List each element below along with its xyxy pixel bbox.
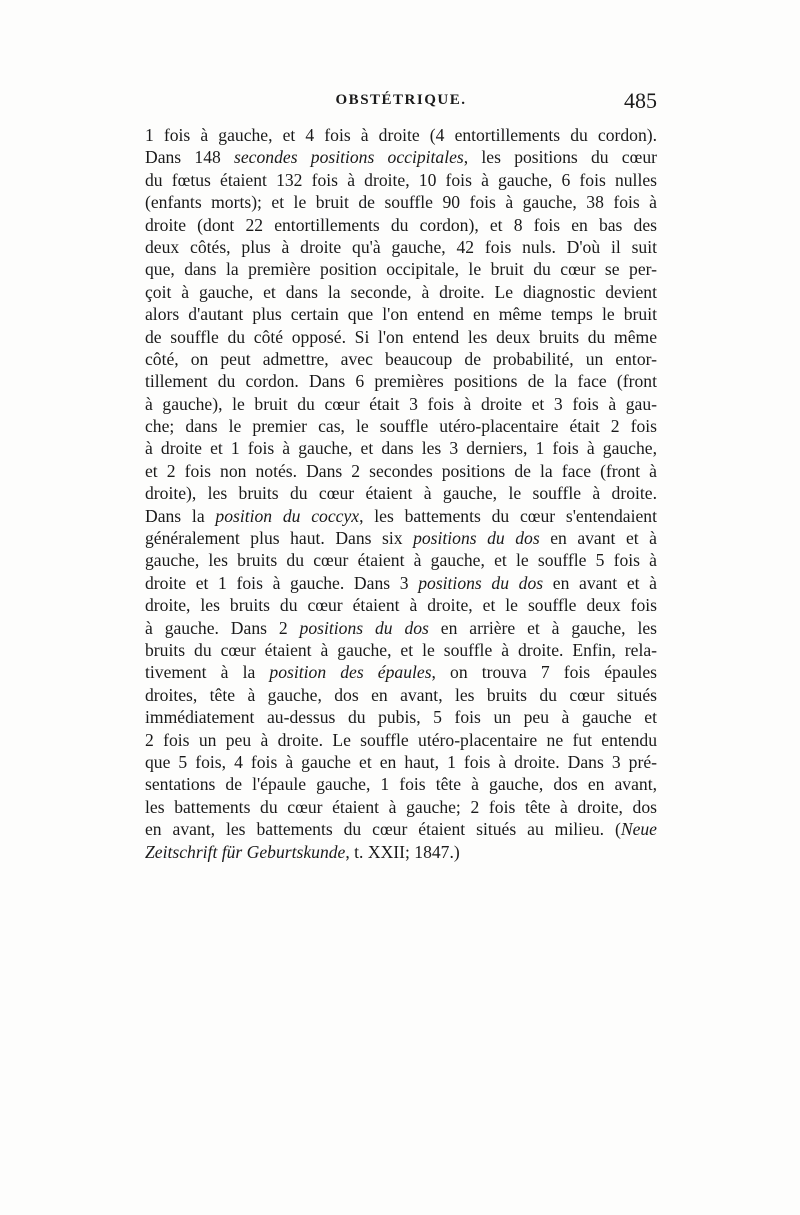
text-line: droite et 1 fois à gauche. Dans 3 positions du dos en avant et à	[145, 572, 657, 593]
text-line: deux côtés, plus à droite qu'à gauche, 42 fois nuls. D'où il suit	[145, 236, 657, 257]
text-line: côté, on peut admettre, avec beaucoup de probabilité, un entor-	[145, 348, 657, 369]
text-line: Zeitschrift für Geburtskunde, t. XXII; 1847.)	[145, 841, 460, 862]
text-line: che; dans le premier cas, le souffle utéro-placentaire était 2 fois	[145, 416, 657, 437]
text-line: çoit à gauche, et dans la seconde, à droite. Le diagnostic devient	[145, 281, 657, 302]
text-line: bruits du cœur étaient à gauche, et le souffle à droite. Enfin, rela-	[145, 639, 657, 660]
text-line: Dans la position du coccyx, les battements du cœur s'entendaient	[145, 505, 657, 526]
text-line: droite (dont 22 entortillements du cordon), et 8 fois en bas des	[145, 214, 657, 235]
text-line: tivement à la position des épaules, on trouva 7 fois épaules	[145, 662, 657, 683]
text-line: 2 fois un peu à droite. Le souffle utéro-placentaire ne fut entendu	[145, 729, 657, 750]
text-line: droite), les bruits du cœur étaient à gauche, le souffle à droite.	[145, 483, 657, 504]
text-line: que 5 fois, 4 fois à gauche et en haut, 1 fois à droite. Dans 3 pré-	[145, 751, 657, 772]
page-number: 485	[624, 88, 657, 113]
text-line: et 2 fois non notés. Dans 2 secondes positions de la face (front à	[145, 460, 657, 481]
text-line: à droite et 1 fois à gauche, et dans les 3 derniers, 1 fois à gauche,	[145, 438, 657, 459]
text-line: à gauche), le bruit du cœur était 3 fois à droite et 3 fois à gau-	[145, 393, 657, 414]
text-line: droites, tête à gauche, dos en avant, les bruits du cœur situés	[145, 684, 657, 705]
text-line: du fœtus étaient 132 fois à droite, 10 fois à gauche, 6 fois nulles	[145, 169, 657, 190]
text-line: sentations de l'épaule gauche, 1 fois tête à gauche, dos en avant,	[145, 774, 657, 795]
text-line: immédiatement au-dessus du pubis, 5 fois un peu à gauche et	[145, 707, 657, 728]
text-line: gauche, les bruits du cœur étaient à gauche, et le souffle 5 fois à	[145, 550, 657, 571]
text-line: 1 fois à gauche, et 4 fois à droite (4 entortillements du cordon).	[145, 125, 657, 145]
running-head	[145, 88, 657, 120]
text-line: en avant, les battements du cœur étaient situés au milieu. (Neue	[145, 819, 657, 840]
text-line: de souffle du côté opposé. Si l'on entend les deux bruits du même	[145, 326, 657, 347]
text-line: les battements du cœur étaient à gauche; 2 fois tête à droite, dos	[145, 796, 657, 817]
text-line: à gauche. Dans 2 positions du dos en arrière et à gauche, les	[145, 617, 657, 638]
text-line: Dans 148 secondes positions occipitales, les positions du cœur	[145, 147, 657, 168]
text-line: alors d'autant plus certain que l'on entend en même temps le bruit	[145, 304, 657, 325]
text-line: généralement plus haut. Dans six positions du dos en avant et à	[145, 528, 657, 549]
text-line: (enfants morts); et le bruit de souffle 90 fois à gauche, 38 fois à	[145, 192, 657, 213]
running-title: OBSTÉTRIQUE.	[335, 92, 467, 108]
text-line: droite, les bruits du cœur étaient à droite, et le souffle deux fois	[145, 595, 657, 616]
text-line: tillement du cordon. Dans 6 premières positions de la face (front	[145, 371, 657, 392]
text-line: que, dans la première position occipitale, le bruit du cœur se per-	[145, 259, 657, 280]
body-text	[145, 124, 657, 863]
